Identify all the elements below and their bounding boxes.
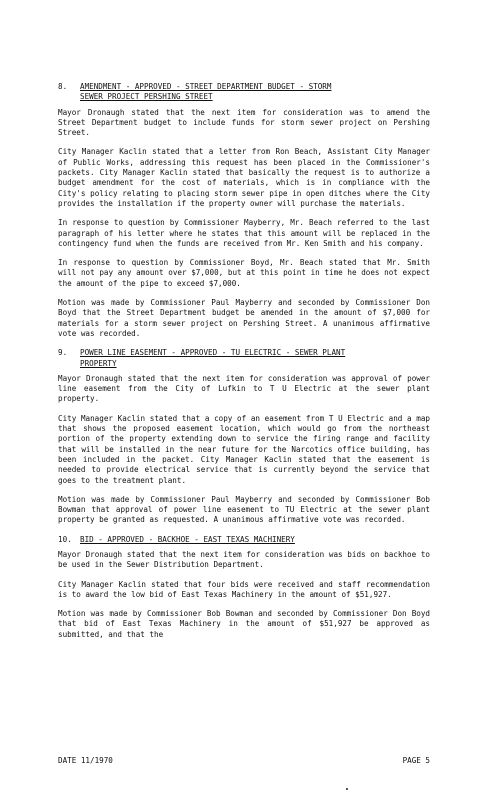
paragraph: City Manager Kaclin stated that a letter from Ron Beach, Assistant City Manager of Public Works, addressing this request has been placed in the Commissioner's packets. City Manager Kaclin stated that basically the request is to authorize a budget amendment for the cost of materials, which is in compliance with the City's policy relating to placing storm sewer pipe in open ditches where the City provides the installation if the property owner will purchase the materials. (58, 147, 430, 208)
section-title-continued: PROPERTY (80, 358, 117, 368)
paragraph: Mayor Dronaugh stated that the next item for consideration was approval of power line easement from the City of Lufkin to T U Electric at the sewer plant property. (58, 373, 430, 404)
footer-page-number: PAGE 5 (402, 756, 430, 765)
paragraph: City Manager Kaclin stated that a copy of an easement from T U Electric and a map that shows the proposed easement location, which would go from the northeast portion of the property extending down to service the firing range and facility that will be installed in the near future for the Narcotics office building, has been included in the packet. City Manager Kaclin stated that the easement is needed to provide electrical service that is currently beyond the service that goes to the treatment plant. (58, 413, 430, 485)
paragraph: In response to question by Commissioner Mayberry, Mr. Beach referred to the last paragraph of his letter where he states that this amount will be replaced in the contingency fund when the funds are received from Mr. Ken Smith and his company. (58, 218, 430, 248)
minutes-page (58, 82, 430, 649)
section-heading (58, 535, 430, 545)
section-8 (58, 82, 430, 339)
section-number: 8. (58, 82, 68, 91)
section-heading (58, 348, 430, 369)
section-heading (58, 82, 430, 103)
paragraph: Motion was made by Commissioner Bob Bowman and seconded by Commissioner Don Boyd that bid of East Texas Machinery in the amount of $51,927 be approved as submitted, and that the (58, 609, 430, 639)
paragraph: In response to question by Commissioner Boyd, Mr. Beach stated that Mr. Smith will not pay any amount over $7,000, but at this point in time he does not expect the amount of the pipe to exceed $7,000. (58, 258, 430, 288)
paragraph: Mayor Dronaugh stated that the next item for consideration was bids on backhoe to be used in the Sewer Distribution Department. (58, 549, 430, 570)
section-9 (58, 348, 430, 525)
section-number: 9. (58, 348, 68, 358)
section-title: BID - APPROVED - BACKHOE - EAST TEXAS MACHINERY (80, 534, 295, 544)
paragraph: Mayor Dronaugh stated that the next item for consideration was to amend the Street Department budget to include funds for storm sewer project on Pershing Street. (58, 107, 430, 138)
section-title: AMENDMENT - APPROVED - STREET DEPARTMENT BUDGET - STORM (80, 82, 332, 91)
paragraph: Motion was made by Commissioner Paul Mayberry and seconded by Commissioner Don Boyd that the Street Department budget be amended in the amount of $7,000 for materials for a storm sewer project on Pershing Street. A unanimous affirmative vote was recorded. (58, 298, 430, 338)
paragraph: Motion was made by Commissioner Paul Mayberry and seconded by Commissioner Bob Bowman that approval of power line easement to TU Electric at the sewer plant property be granted as requested. A unanimous affirmative vote was recorded. (58, 494, 430, 525)
paragraph: City Manager Kaclin stated that four bids were received and staff recommendation is to award the low bid of East Texas Machinery in the amount of $51,927. (58, 579, 430, 599)
footer-date: DATE 11/1970 (58, 756, 113, 765)
section-10 (58, 535, 430, 640)
section-title: POWER LINE EASEMENT - APPROVED - TU ELECTRIC - SEWER PLANT (80, 348, 346, 358)
section-number: 10. (58, 534, 72, 544)
section-title-continued: SEWER PROJECT PERSHING STREET (80, 92, 213, 102)
scan-speck (346, 788, 348, 790)
